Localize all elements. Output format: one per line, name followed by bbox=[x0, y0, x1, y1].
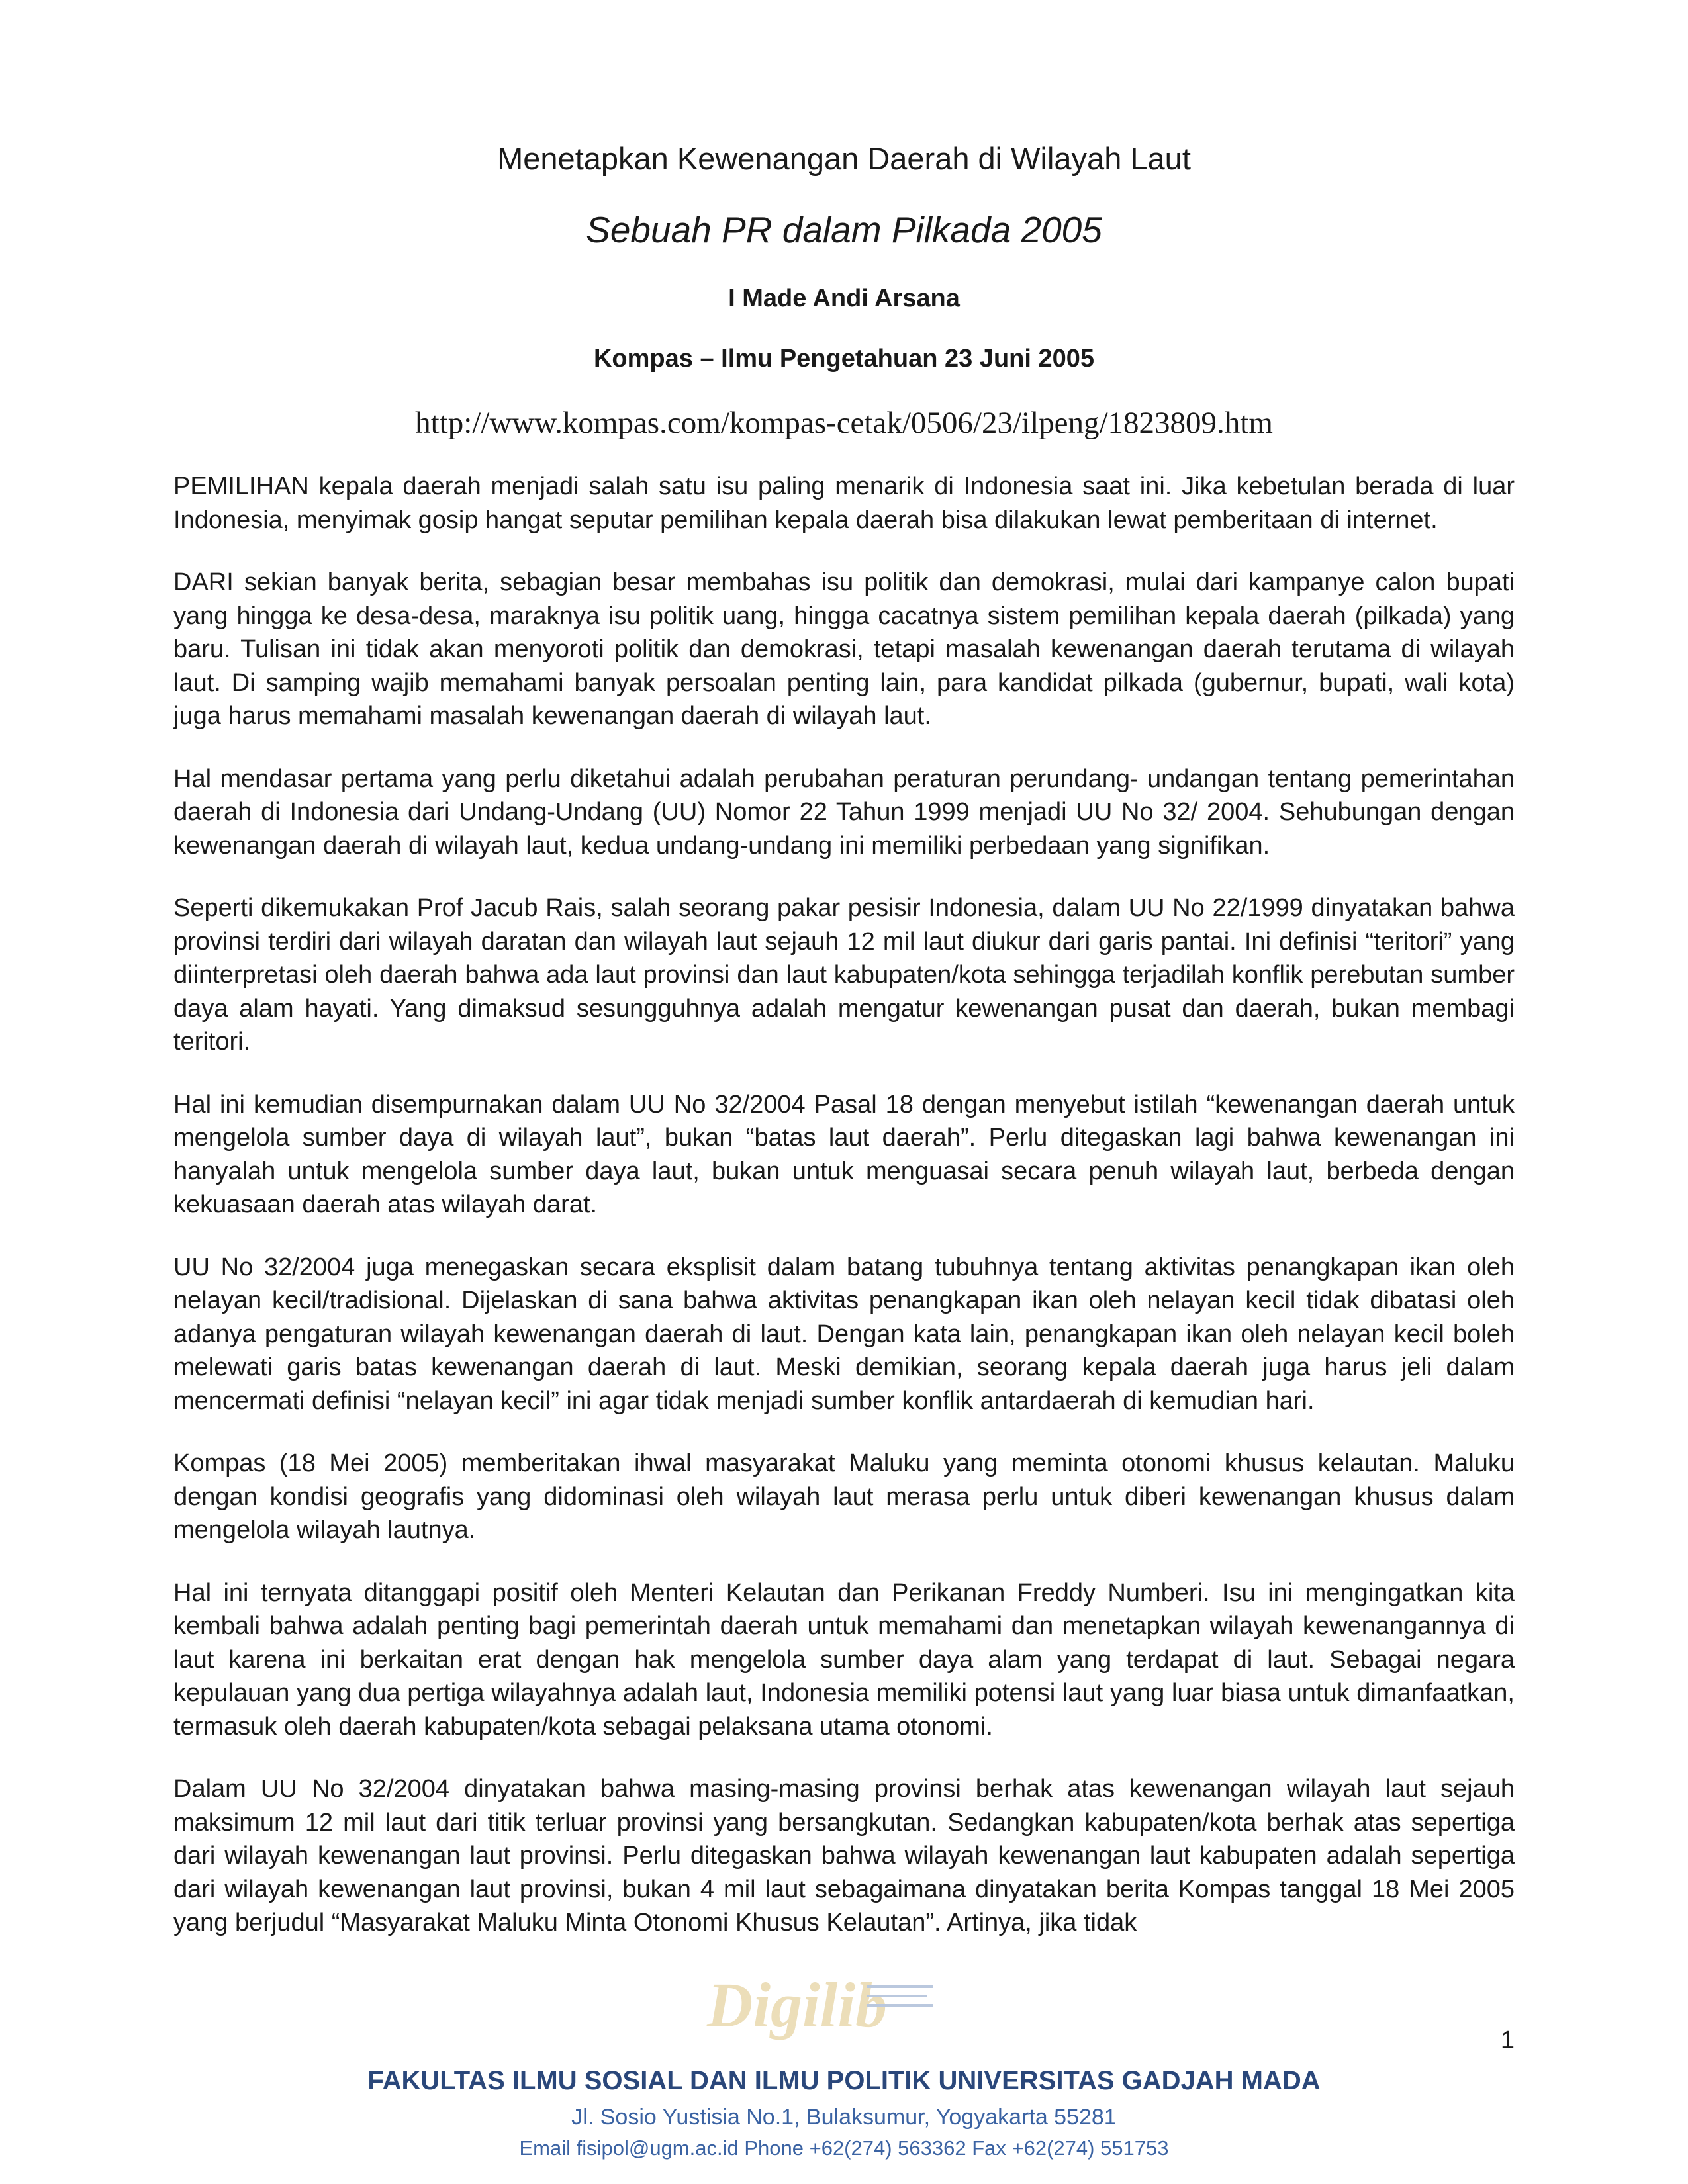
article-url: http://www.kompas.com/kompas-cetak/0506/23/ilpeng/1823809.htm bbox=[415, 406, 1273, 440]
article-author: I Made Andi Arsana bbox=[728, 285, 960, 312]
paragraph: PEMILIHAN kepala daerah menjadi salah satu isu paling menarik di Indonesia saat ini. Jika kebetulan berada di luar Indonesia, menyimak gosip hangat seputar pemilihan kepala daerah bisa dilakukan lewat pemberitaan di internet. bbox=[173, 473, 1515, 534]
paragraph: UU No 32/2004 juga menegaskan secara eksplisit dalam batang tubuhnya tentang aktivitas penangkapan ikan oleh nelayan kecil/tradisional. Dijelaskan di sana bahwa aktivitas penangkapan ikan oleh nelayan kecil tidak dibatasi oleh adanya pengaturan wilayah kewenangan daerah di laut. Dengan kata lain, penangkapan ikan oleh nelayan kecil boleh melewati garis batas kewenangan daerah di laut. Meski demikian, seorang kepala daerah juga harus jeli dalam mencermati definisi “nelayan kecil” ini agar tidak menjadi sumber konflik antardaerah di kemudian hari. bbox=[173, 1253, 1515, 1415]
digilib-watermark-logo bbox=[702, 1966, 940, 2045]
article-source: Kompas – Ilmu Pengetahuan 23 Juni 2005 bbox=[593, 345, 1095, 373]
paragraph: Dalam UU No 32/2004 dinyatakan bahwa masing-masing provinsi berhak atas kewenangan wilayah laut sejauh maksimum 12 mil laut dari titik terluar provinsi yang bersangkutan. Sedangkan kabupaten/kota berhak atas sepertiga dari wilayah kewenangan laut provinsi. Perlu ditegaskan bahwa wilayah kewenangan laut kabupaten adalah sepertiga dari wilayah kewenangan laut provinsi, bukan 4 mil laut sebagaimana dinyatakan berita Kompas tanggal 18 Mei 2005 yang berjudul “Masyarakat Maluku Minta Otonomi Khusus Kelautan”. Artinya, jika tidak bbox=[173, 1775, 1515, 1936]
article-title: Menetapkan Kewenangan Daerah di Wilayah Laut bbox=[497, 141, 1191, 176]
paragraph: Hal mendasar pertama yang perlu diketahui adalah perubahan peraturan perundang- undangan tentang pemerintahan daerah di Indonesia dari Undang-Undang (UU) Nomor 22 Tahun 1999 menjadi UU No 32/ 2004. Sehubungan dengan kewenangan daerah di wilayah laut, kedua undang-undang ini memiliki perbedaan yang signifikan. bbox=[173, 764, 1515, 860]
paragraph: DARI sekian banyak berita, sebagian besar membahas isu politik dan demokrasi, mulai dari kampanye calon bupati yang hingga ke desa-desa, maraknya isu politik uang, hingga cacatnya sistem pemilihan kepala daerah (pilkada) yang baru. Tulisan ini tidak akan menyoroti politik dan demokrasi, tetapi masalah kewenangan daerah terutama di wilayah laut. Di samping wajib memahami banyak persoalan penting lain, para kandidat pilkada (gubernur, bupati, wali kota) juga harus memahami masalah kewenangan daerah di wilayah laut. bbox=[173, 569, 1515, 730]
paragraph: Hal ini kemudian disempurnakan dalam UU No 32/2004 Pasal 18 dengan menyebut istilah “kewenangan daerah untuk mengelola sumber daya di wilayah laut”, bukan “batas laut daerah”. Perlu ditegaskan lagi bahwa kewenangan ini hanyalah untuk mengelola sumber daya laut, bukan untuk menguasai secara penuh wilayah laut, berbeda dengan kekuasaan daerah atas wilayah darat. bbox=[173, 1090, 1515, 1218]
paragraph: Kompas (18 Mei 2005) memberitakan ihwal masyarakat Maluku yang meminta otonomi khusus kelautan. Maluku dengan kondisi geografis yang didominasi oleh wilayah laut merasa perlu untuk diberi kewenangan khusus dalam mengelola wilayah lautnya. bbox=[173, 1449, 1515, 1544]
article-body bbox=[173, 470, 1515, 1969]
page-number: 1 bbox=[1500, 2026, 1515, 2054]
footer-contact: Email fisipol@ugm.ac.id Phone +62(274) 563362 Fax +62(274) 551753 bbox=[519, 2136, 1169, 2160]
watermark-logo-text: Digilib bbox=[707, 1970, 888, 2040]
paragraph: Seperti dikemukakan Prof Jacub Rais, salah seorang pakar pesisir Indonesia, dalam UU No 22/1999 dinyatakan bahwa provinsi terdiri dari wilayah daratan dan wilayah laut sejauh 12 mil laut diukur dari garis pantai. Ini definisi “teritori” yang diinterpretasi oleh daerah bahwa ada laut provinsi dan laut kabupaten/kota sehingga terjadilah konflik perebutan sumber daya alam hayati. Yang dimaksud sesungguhnya adalah mengatur kewenangan pusat dan daerah, bukan membagi teritori. bbox=[173, 894, 1515, 1056]
footer-address: Jl. Sosio Yustisia No.1, Bulaksumur, Yogyakarta 55281 bbox=[571, 2105, 1117, 2130]
article-subtitle: Sebuah PR dalam Pilkada 2005 bbox=[586, 209, 1102, 250]
paragraph: Hal ini ternyata ditanggapi positif oleh Menteri Kelautan dan Perikanan Freddy Numberi. Isu ini mengingatkan kita kembali bahwa adalah penting bagi pemerintah daerah untuk memahami dan menetapkan wilayah kewenangannya di laut karena ini berkaitan erat dengan hak mengelola sumber daya alam yang terdapat di laut. Sebagai negara kepulauan yang dua pertiga wilayahnya adalah laut, Indonesia memiliki potensi laut yang luar biasa untuk dimanfaatkan, termasuk oleh daerah kabupaten/kota sebagai pelaksana utama otonomi. bbox=[173, 1578, 1515, 1741]
footer-institution: FAKULTAS ILMU SOSIAL DAN ILMU POLITIK UNIVERSITAS GADJAH MADA bbox=[367, 2066, 1321, 2095]
